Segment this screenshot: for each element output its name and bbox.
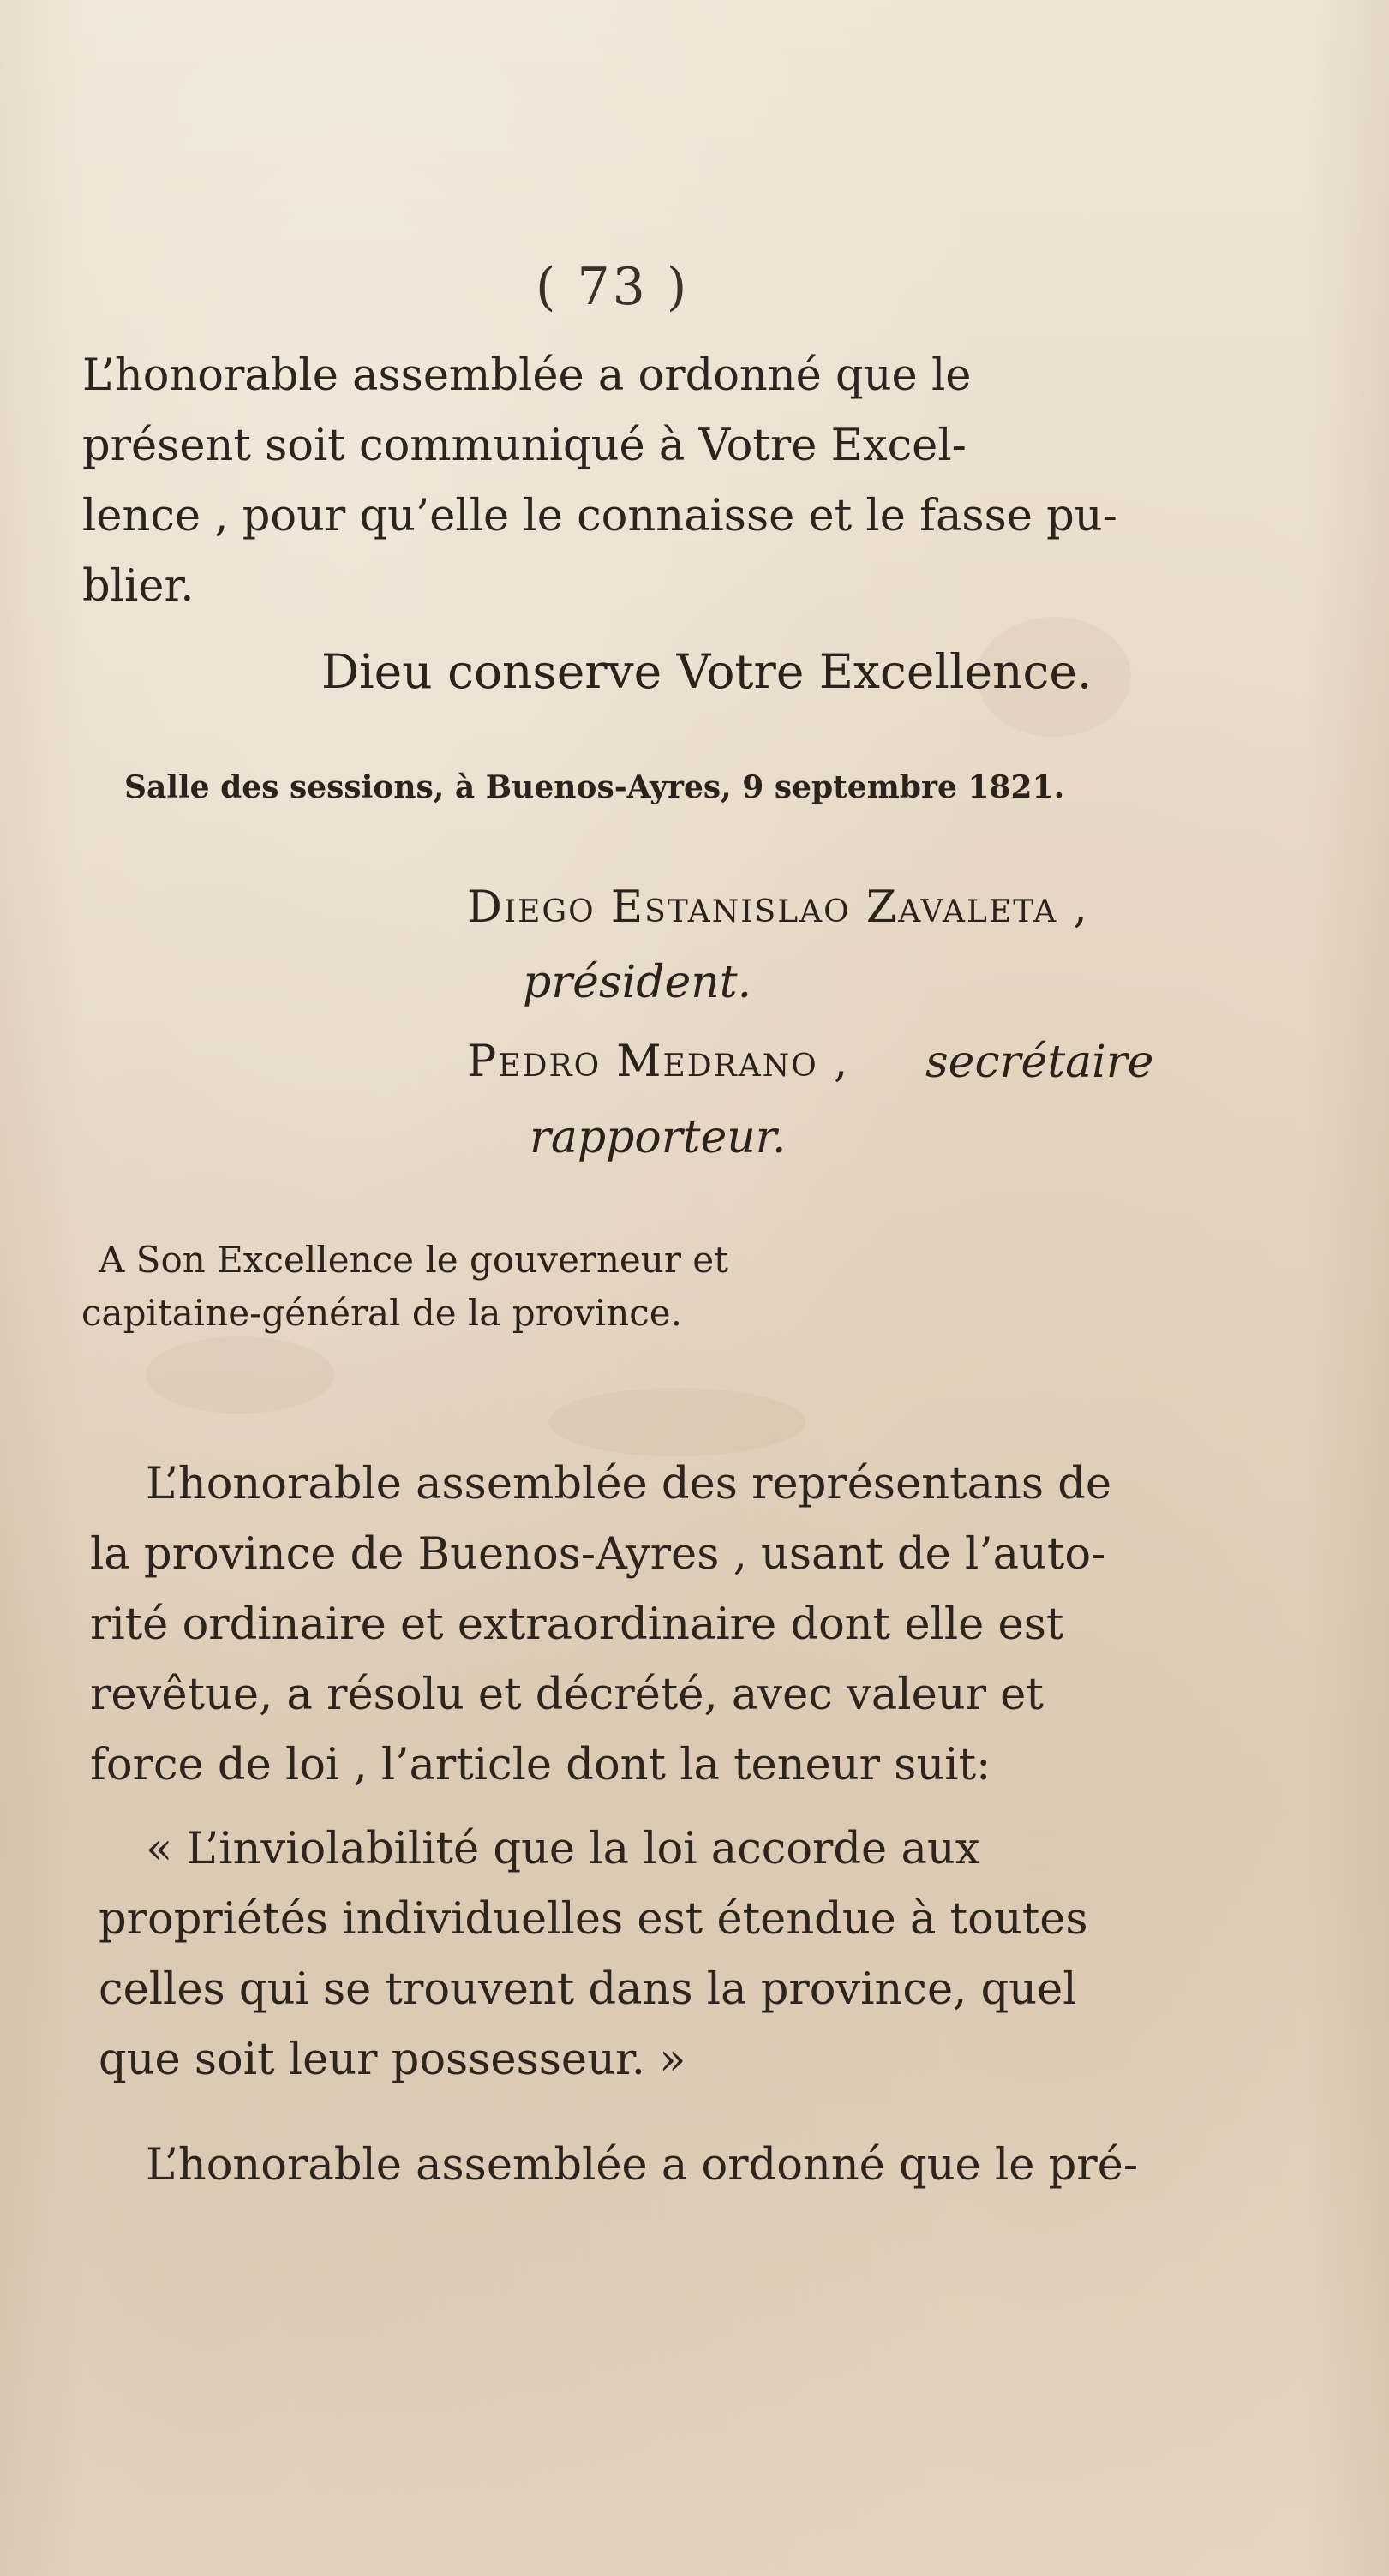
paragraph-4: [146, 2131, 1165, 2201]
paragraph-line: présent soit communiqué à Votre Excel-: [82, 421, 967, 471]
paragraph-line: lence , pour qu’elle le connaisse et le fasse pu-: [82, 491, 1117, 541]
paper-stain: [146, 1336, 334, 1414]
paragraph-line: la province de Buenos-Ayres , usant de l’auto-: [90, 1529, 1106, 1580]
signatory-secretary-title: secrétaire: [925, 1037, 1154, 1088]
place-and-date: Salle des sessions, à Buenos-Ayres, 9 septembre 1821.: [124, 769, 1065, 805]
paragraph-line: celles qui se trouvent dans la province, quel: [99, 1964, 1077, 2015]
paragraph-line: que soit leur possesseur. »: [99, 2035, 686, 2085]
signatory-secretary-name: Pedro Medrano ,: [467, 1037, 850, 1087]
signatory-secretary-title-continued: rapporteur.: [530, 1112, 787, 1163]
paragraph-line: L’honorable assemblée a ordonné que le pré-: [146, 2140, 1139, 2190]
paragraph-3-quoted-article: [99, 1814, 1161, 2095]
paragraph-line: revêtue, a résolu et décrété, avec valeur et: [90, 1670, 1044, 1720]
signatory-president-title: président.: [523, 957, 752, 1008]
addressee-line: capitaine-général de la province.: [81, 1292, 682, 1334]
paragraph-2: [90, 1449, 1161, 1801]
paragraph-line: force de loi , l’article dont la teneur suit:: [90, 1740, 991, 1790]
signatory-president-name: Diego Estanislao Zavaleta ,: [467, 882, 1089, 933]
addressee: [81, 1234, 728, 1340]
paragraph-line: blier.: [82, 561, 195, 612]
paragraph-line: « L’inviolabilité que la loi accorde aux: [146, 1824, 980, 1874]
closing-formula: Dieu conserve Votre Excellence.: [321, 644, 1093, 699]
paper-stain: [548, 1388, 805, 1456]
paragraph-1: [82, 341, 1162, 622]
paragraph-line: L’honorable assemblée a ordonné que le: [82, 350, 972, 401]
paragraph-line: rité ordinaire et extraordinaire dont elle est: [90, 1599, 1064, 1650]
paragraph-line: propriétés individuelles est étendue à toutes: [99, 1894, 1088, 1945]
addressee-line: A Son Excellence le gouverneur et: [99, 1239, 728, 1281]
paragraph-line: L’honorable assemblée des représentans de: [146, 1459, 1112, 1509]
page-number: ( 73 ): [536, 257, 690, 317]
